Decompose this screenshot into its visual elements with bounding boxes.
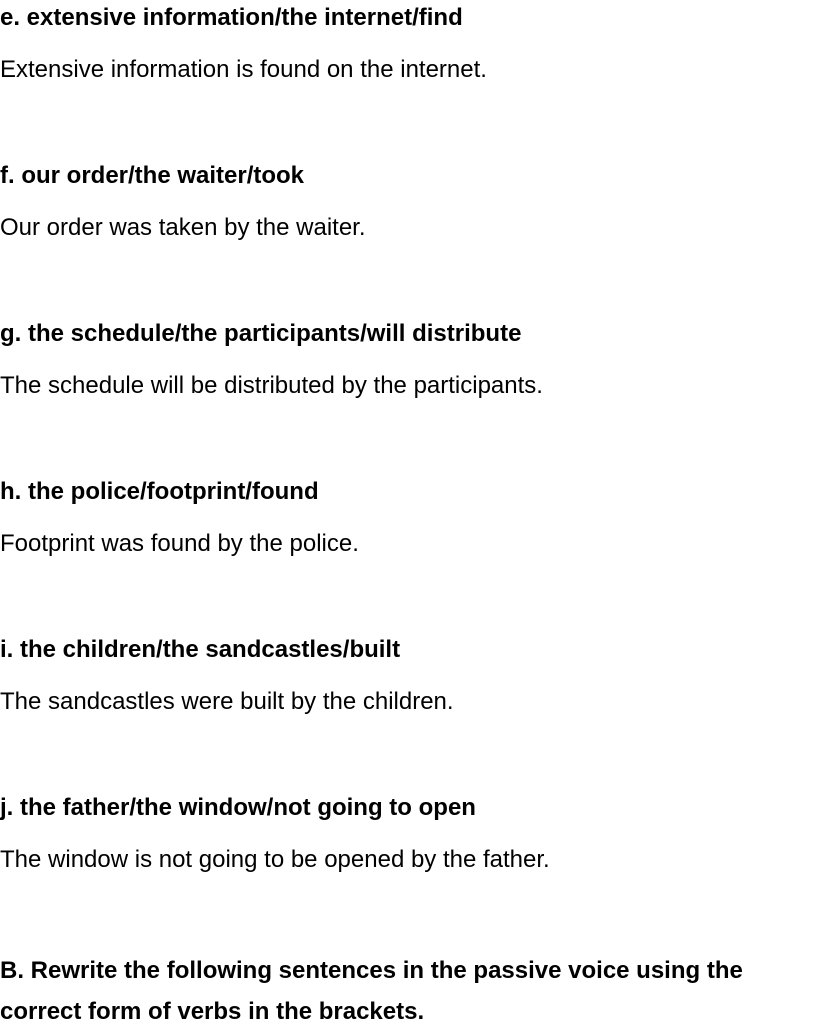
exercise-answer: The schedule will be distributed by the participants. (0, 372, 543, 399)
exercise-prompt: f. our order/the waiter/took (0, 162, 305, 189)
exercise-answer: Our order was taken by the waiter. (0, 214, 366, 241)
exercise-item-g (0, 316, 831, 404)
exercise-prompt: g. the schedule/the participants/will distribute (0, 320, 522, 347)
exercise-item-e (0, 0, 831, 88)
exercise-answer: The window is not going to be opened by the father. (0, 846, 550, 873)
exercise-item-f (0, 158, 831, 246)
exercise-answer: The sandcastles were built by the children. (0, 688, 454, 715)
exercise-prompt: e. extensive information/the internet/find (0, 4, 463, 31)
exercise-answer: Footprint was found by the police. (0, 530, 359, 557)
exercise-answer: Extensive information is found on the internet. (0, 56, 487, 83)
exercise-prompt: i. the children/the sandcastles/built (0, 636, 401, 663)
exercise-prompt: j. the father/the window/not going to open (0, 794, 476, 821)
exercise-item-h (0, 474, 831, 562)
exercise-item-i (0, 632, 831, 720)
exercise-prompt: h. the police/footprint/found (0, 478, 319, 505)
section-b-heading: B. Rewrite the following sentences in the passive voice using the correct form of verbs in the brackets. (0, 957, 743, 1025)
exercise-item-j (0, 790, 831, 878)
